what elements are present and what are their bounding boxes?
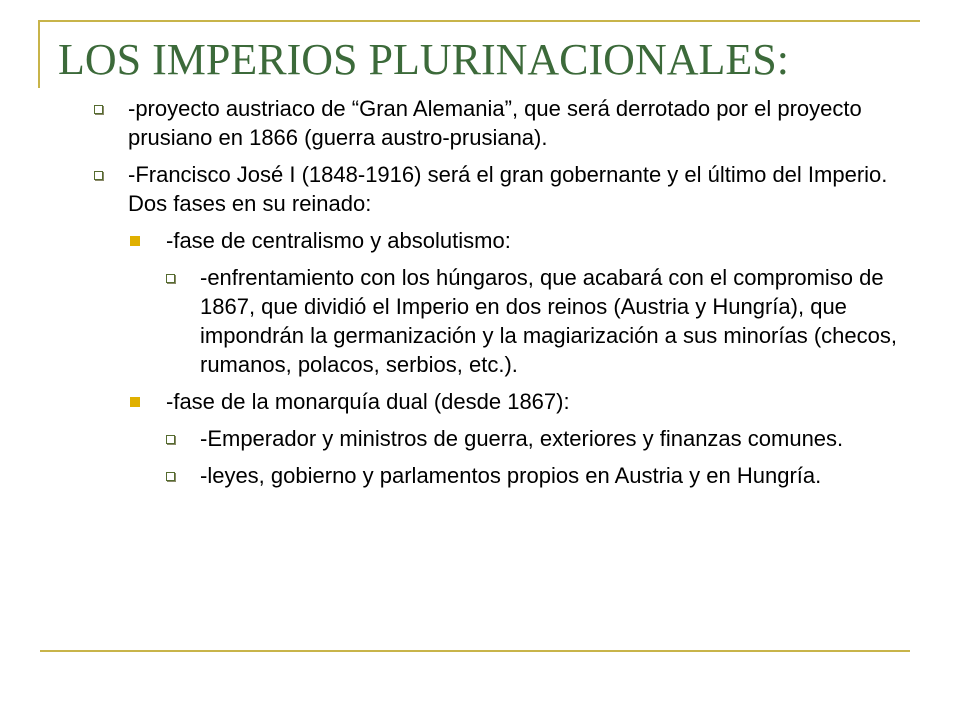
list-item-text: -fase de centralismo y absolutismo: xyxy=(166,228,511,253)
list-item-text: -Francisco José I (1848-1916) será el gran gobernante y el último del Imperio. Dos fases en su reinado: xyxy=(128,162,888,216)
top-rule xyxy=(40,20,920,22)
hollow-square-icon xyxy=(94,105,103,114)
list-item xyxy=(90,226,910,255)
list-item xyxy=(90,461,910,490)
list-item xyxy=(90,424,910,453)
bottom-rule xyxy=(40,650,910,652)
list-item-text: -leyes, gobierno y parlamentos propios en Austria y en Hungría. xyxy=(200,463,822,488)
list-item xyxy=(90,94,910,152)
list-item xyxy=(90,160,910,218)
list-item xyxy=(90,387,910,416)
bullet-list xyxy=(90,94,910,498)
hollow-square-icon xyxy=(166,435,175,444)
list-item-text: -enfrentamiento con los húngaros, que acabará con el compromiso de 1867, que dividió el Imperio en dos reinos (Austria y Hungría), que impondrán la germanización y la magiarización a sus minorías (checos, rumanos, polacos, serbios, etc.). xyxy=(200,265,897,377)
list-item-text: -Emperador y ministros de guerra, exteriores y finanzas comunes. xyxy=(200,426,844,451)
slide-title: LOS IMPERIOS PLURINACIONALES: xyxy=(58,35,789,84)
filled-square-icon xyxy=(130,397,140,407)
hollow-square-icon xyxy=(94,171,103,180)
list-item-text: -proyecto austriaco de “Gran Alemania”, que será derrotado por el proyecto prusiano en 1866 (guerra austro-prusiana). xyxy=(128,96,862,150)
hollow-square-icon xyxy=(166,274,175,283)
list-item-text: -fase de la monarquía dual (desde 1867): xyxy=(166,389,570,414)
left-rule xyxy=(38,20,40,88)
hollow-square-icon xyxy=(166,472,175,481)
list-item xyxy=(90,263,910,379)
filled-square-icon xyxy=(130,236,140,246)
